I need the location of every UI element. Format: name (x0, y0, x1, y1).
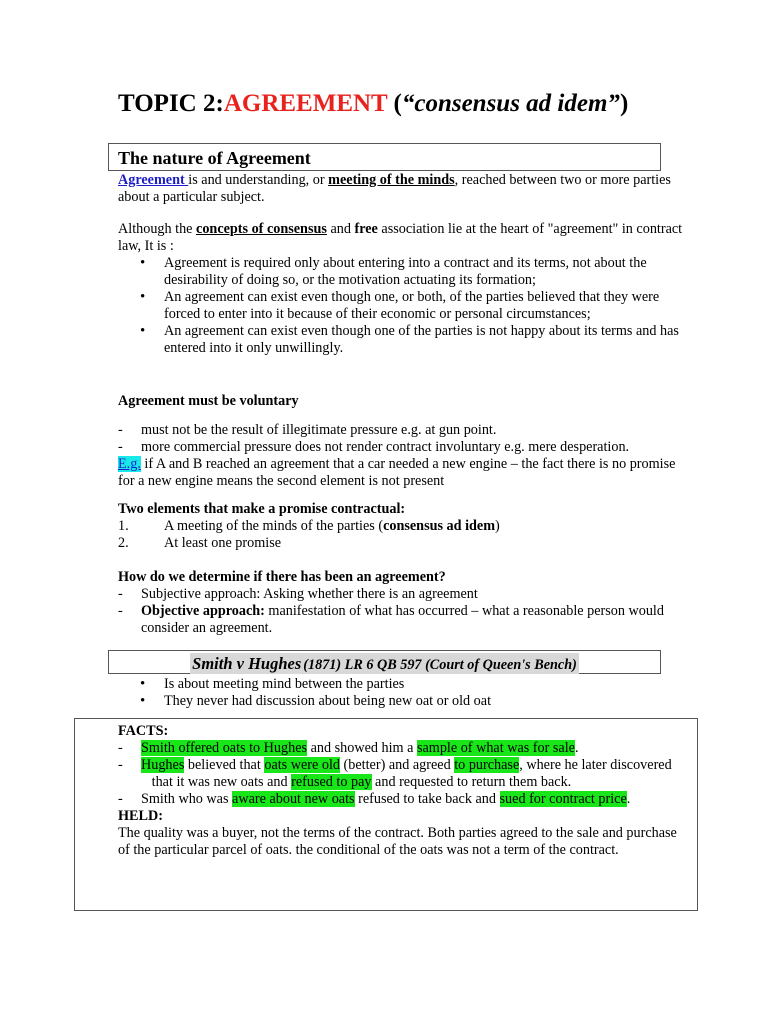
list-item: • They never had discussion about being new oat or old oat (118, 693, 688, 710)
consensus-paragraph: Although the concepts of consensus and free association lie at the heart of "agreement" in contract law, It is : • Agreement is required only about entering into a contract and its terms, not about the desirability of doing so, or the motivation actuating its formation; • An agreement can exist even though one, or both, of the parties believed that they were forced to enter into it because of their economic or personal circumstances; • An agreement can exist even though one of the parties is not happy about its terms and has entered into it only unwillingly. (118, 221, 688, 357)
list-item: 1. A meeting of the minds of the parties (consensus ad idem) (118, 518, 500, 534)
example-paragraph: E.g. if A and B reached an agreement that a car needed a new engine – the fact there is no promise for a new engine means the second element is not present (118, 456, 676, 489)
elements-list (118, 518, 688, 552)
list-item: - Smith who was aware about new oats refused to take back and sued for contract price. (118, 791, 631, 807)
case-heading-box (108, 650, 661, 674)
section-heading: The nature of Agreement (118, 148, 311, 168)
list-item: - must not be the result of illegitimate pressure e.g. at gun point. (118, 422, 497, 438)
agreement-link[interactable]: Agreement (118, 172, 189, 188)
list-item: • An agreement can exist even though one, or both, of the parties believed that they were forced to enter into it because of their economic or personal circumstances; (118, 289, 688, 323)
case-heading: Smith v Hughes(1871) LR 6 QB 597 (Court of Queen's Bench) (192, 654, 577, 673)
voluntary-heading: Agreement must be voluntary (118, 393, 299, 409)
determine-list (118, 586, 688, 637)
list-item: • Is about meeting mind between the parties (118, 676, 688, 693)
section-heading-box (108, 143, 661, 171)
intro-paragraph: Agreement is and understanding, or meeting of the minds, reached between two or more parties about a particular subject. (118, 172, 671, 205)
facts-heading: FACTS: (118, 723, 169, 739)
held-heading: HELD: (118, 808, 163, 824)
title-latin-phrase: “consensus ad idem” (401, 90, 620, 117)
list-item: 2. At least one promise (118, 535, 282, 551)
list-item: - more commercial pressure does not render contract involuntary e.g. mere desperation. (118, 439, 630, 455)
list-item: - Hughes believed that oats were old (better) and agreed to purchase, where he later discovered that it was new oats and refused to pay and requested to return them back. (118, 757, 672, 790)
facts-content (118, 723, 678, 859)
list-item: - Objective approach: manifestation of what has occurred – what a reasonable person would consider an agreement. (118, 603, 664, 636)
page-title: TOPIC 2:AGREEMENT (“consensus ad idem”) (118, 90, 629, 117)
list-item: - Subjective approach: Asking whether there is an agreement (118, 586, 478, 602)
eg-highlight: E.g. (118, 456, 141, 472)
list-item: • An agreement can exist even though one of the parties is not happy about its terms and has entered into it only unwillingly. (118, 323, 688, 357)
held-paragraph: The quality was a buyer, not the terms of the contract. Both parties agreed to the sale and purchase of the particular parcel of oats. the conditional of the oats was not a term of the contract. (118, 825, 677, 858)
elements-heading: Two elements that make a promise contractual: (118, 501, 406, 517)
title-keyword: AGREEMENT (223, 90, 388, 117)
case-bullets (118, 676, 688, 710)
determine-heading: How do we determine if there has been an agreement? (118, 569, 446, 585)
agreement-bullet-list (118, 255, 688, 357)
list-item: - Smith offered oats to Hughes and showed him a sample of what was for sale. (118, 740, 579, 756)
voluntary-list (118, 422, 688, 490)
list-item: • Agreement is required only about entering into a contract and its terms, not about the desirability of doing so, or the motivation actuating its formation; (118, 255, 688, 289)
